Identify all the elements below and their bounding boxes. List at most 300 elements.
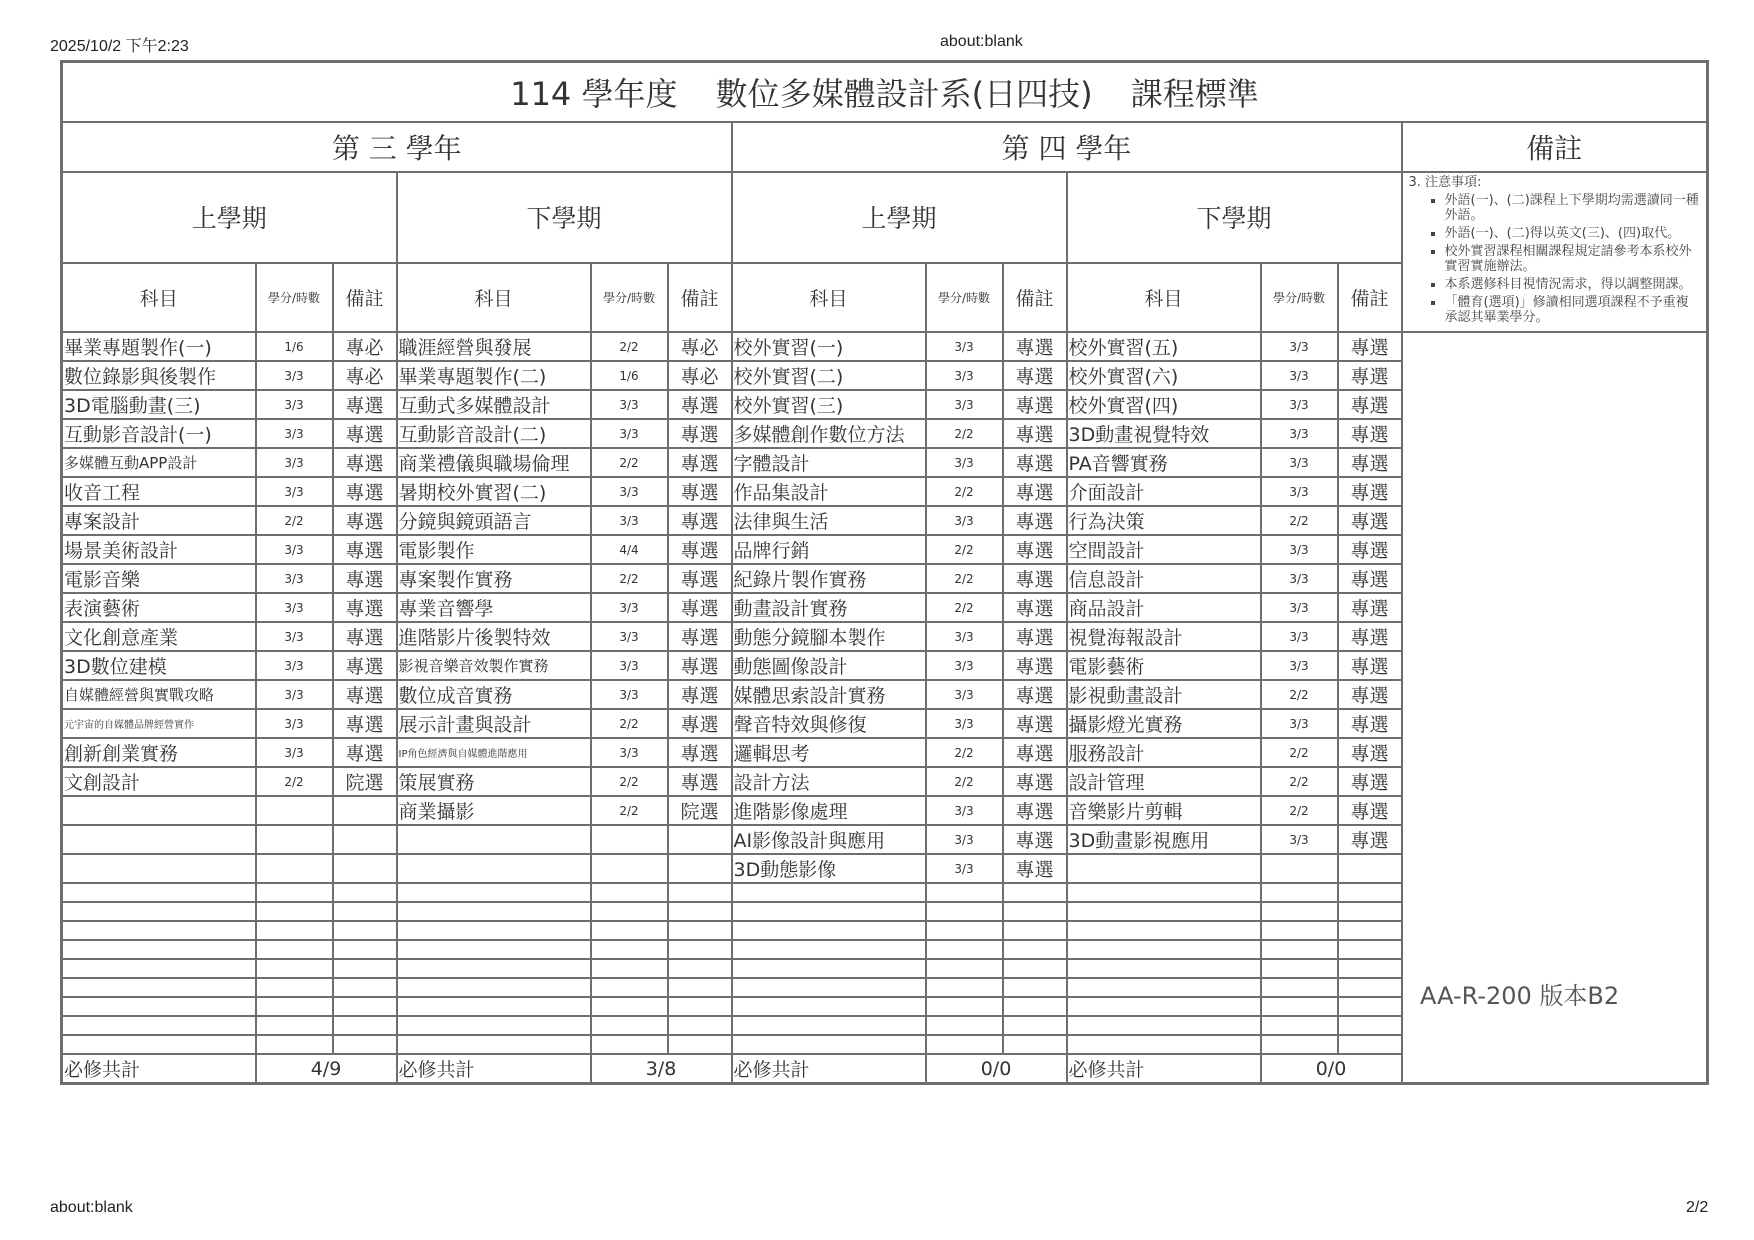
table-row <box>62 448 1708 477</box>
course-note-cell: 專選 <box>1338 564 1402 593</box>
course-note-cell <box>668 997 732 1016</box>
course-name-cell: 多媒體創作數位方法 <box>732 419 926 448</box>
course-name-cell: 空間設計 <box>1067 535 1261 564</box>
course-name-cell <box>732 1035 926 1054</box>
course-credits-cell: 3/3 <box>926 448 1003 477</box>
course-credits-cell: 3/3 <box>926 854 1003 883</box>
course-note-cell <box>1338 921 1402 940</box>
course-name-cell: 電影製作 <box>397 535 591 564</box>
course-note-cell: 專選 <box>1338 419 1402 448</box>
course-credits-cell <box>591 997 668 1016</box>
course-note-cell: 專選 <box>668 680 732 709</box>
semester-header: 上學期 <box>62 172 397 263</box>
course-name-cell: 法律與生活 <box>732 506 926 535</box>
course-note-cell: 專選 <box>668 593 732 622</box>
course-note-cell <box>333 1035 397 1054</box>
course-credits-cell: 2/2 <box>1261 796 1338 825</box>
title-suffix: 課程標準 <box>1130 75 1259 113</box>
course-note-cell <box>333 796 397 825</box>
course-credits-cell <box>926 978 1003 997</box>
course-note-cell: 專選 <box>668 448 732 477</box>
course-name-cell: 職涯經營與發展 <box>397 332 591 361</box>
course-credits-cell <box>256 796 333 825</box>
course-name-cell: 動態圖像設計 <box>732 651 926 680</box>
course-credits-cell: 2/2 <box>1261 767 1338 796</box>
course-name-cell <box>1067 1035 1261 1054</box>
course-credits-cell: 3/3 <box>256 651 333 680</box>
course-note-cell <box>333 854 397 883</box>
course-note-cell <box>333 978 397 997</box>
course-name-cell <box>397 959 591 978</box>
course-note-cell: 專選 <box>1003 738 1067 767</box>
course-credits-cell: 3/3 <box>1261 332 1338 361</box>
course-credits-cell: 3/3 <box>1261 390 1338 419</box>
course-note-cell: 專選 <box>333 622 397 651</box>
course-note-cell: 專選 <box>1338 767 1402 796</box>
course-credits-cell <box>256 978 333 997</box>
course-name-cell: 3D動態影像 <box>732 854 926 883</box>
course-name-cell: 服務設計 <box>1067 738 1261 767</box>
course-note-cell <box>668 921 732 940</box>
course-name-cell: 分鏡與鏡頭語言 <box>397 506 591 535</box>
course-credits-cell <box>591 921 668 940</box>
course-note-cell <box>668 883 732 902</box>
course-name-cell: 商業禮儀與職場倫理 <box>397 448 591 477</box>
course-credits-cell: 2/2 <box>926 564 1003 593</box>
course-note-cell: 專選 <box>1003 332 1067 361</box>
course-note-cell: 專選 <box>1003 854 1067 883</box>
course-credits-cell <box>591 883 668 902</box>
required-total-value: 4/9 <box>256 1054 397 1084</box>
course-name-cell: 多媒體互動APP設計 <box>62 448 256 477</box>
course-note-cell: 專選 <box>1003 796 1067 825</box>
course-credits-cell: 3/3 <box>591 593 668 622</box>
course-credits-cell <box>591 959 668 978</box>
course-note-cell: 專選 <box>333 564 397 593</box>
table-row <box>62 1016 1708 1035</box>
course-credits-cell <box>1261 921 1338 940</box>
course-credits-cell: 3/3 <box>1261 825 1338 854</box>
course-name-cell: 行為決策 <box>1067 506 1261 535</box>
course-note-cell: 專選 <box>1338 738 1402 767</box>
course-credits-cell <box>591 940 668 959</box>
course-note-cell: 專選 <box>1003 767 1067 796</box>
course-name-cell: 紀錄片製作實務 <box>732 564 926 593</box>
course-credits-cell: 3/3 <box>1261 622 1338 651</box>
course-credits-cell: 3/3 <box>591 680 668 709</box>
course-note-cell <box>1338 978 1402 997</box>
course-name-cell <box>732 959 926 978</box>
course-name-cell: 作品集設計 <box>732 477 926 506</box>
course-note-cell <box>333 921 397 940</box>
course-credits-cell: 2/2 <box>926 767 1003 796</box>
course-credits-cell: 2/2 <box>926 535 1003 564</box>
course-name-cell <box>732 883 926 902</box>
course-credits-cell: 3/3 <box>256 419 333 448</box>
course-name-cell <box>397 978 591 997</box>
remarks-item: ▪ 外語(一)、(二)得以英文(三)、(四)取代。 <box>1445 227 1701 242</box>
semester-header: 下學期 <box>1067 172 1402 263</box>
course-credits-cell: 3/3 <box>926 825 1003 854</box>
course-name-cell: 專案製作實務 <box>397 564 591 593</box>
course-credits-cell: 2/2 <box>926 419 1003 448</box>
remarks-item: ▪ 校外實習課程相關課程規定請參考本系校外實習實施辦法。 <box>1445 245 1701 275</box>
table-row <box>62 361 1708 390</box>
course-name-cell: IP角色經濟與自媒體進階應用 <box>397 738 591 767</box>
course-note-cell <box>333 825 397 854</box>
course-note-cell <box>1003 1016 1067 1035</box>
course-credits-cell <box>926 902 1003 921</box>
table-row <box>62 902 1708 921</box>
course-credits-cell: 3/3 <box>256 622 333 651</box>
course-name-cell: 攝影燈光實務 <box>1067 709 1261 738</box>
course-name-cell <box>732 1016 926 1035</box>
course-name-cell: 數位錄影與後製作 <box>62 361 256 390</box>
course-name-cell <box>62 921 256 940</box>
course-credits-cell <box>1261 940 1338 959</box>
course-note-cell: 專選 <box>1003 390 1067 419</box>
course-note-cell: 專選 <box>1338 448 1402 477</box>
course-note-cell: 專選 <box>1338 593 1402 622</box>
table-row <box>62 1035 1708 1054</box>
course-credits-cell <box>591 1016 668 1035</box>
course-note-cell: 專選 <box>1003 506 1067 535</box>
course-note-cell <box>1003 883 1067 902</box>
course-credits-cell: 3/3 <box>1261 448 1338 477</box>
course-name-cell: 電影音樂 <box>62 564 256 593</box>
course-note-cell: 專選 <box>1338 390 1402 419</box>
course-name-cell <box>397 940 591 959</box>
print-footer-page: 2/2 <box>1686 1199 1709 1216</box>
course-credits-cell <box>591 825 668 854</box>
course-note-cell: 專選 <box>1003 477 1067 506</box>
course-credits-cell <box>926 1035 1003 1054</box>
course-note-cell: 專選 <box>668 506 732 535</box>
course-name-cell <box>397 1035 591 1054</box>
course-credits-cell <box>591 854 668 883</box>
course-note-cell: 院選 <box>333 767 397 796</box>
year-third-header: 第 三 學年 <box>62 122 732 172</box>
course-name-cell: 3D數位建模 <box>62 651 256 680</box>
course-credits-cell: 3/3 <box>926 506 1003 535</box>
required-total-label: 必修共計 <box>397 1054 591 1084</box>
course-name-cell: 介面設計 <box>1067 477 1261 506</box>
course-note-cell: 專選 <box>668 564 732 593</box>
course-credits-cell: 2/2 <box>591 448 668 477</box>
course-credits-cell <box>1261 959 1338 978</box>
table-row <box>62 564 1708 593</box>
course-note-cell: 專選 <box>668 651 732 680</box>
course-note-cell: 專選 <box>1338 332 1402 361</box>
course-name-cell: 校外實習(三) <box>732 390 926 419</box>
course-name-cell: 設計管理 <box>1067 767 1261 796</box>
course-credits-cell <box>256 1035 333 1054</box>
table-row <box>62 738 1708 767</box>
course-credits-cell: 3/3 <box>1261 477 1338 506</box>
course-note-cell: 專選 <box>333 477 397 506</box>
document-title <box>62 62 1708 123</box>
course-credits-cell: 3/3 <box>1261 564 1338 593</box>
course-credits-cell <box>926 997 1003 1016</box>
course-name-cell <box>62 959 256 978</box>
course-note-cell <box>1003 978 1067 997</box>
course-credits-cell <box>256 854 333 883</box>
course-credits-cell: 2/2 <box>1261 680 1338 709</box>
course-note-cell <box>1338 854 1402 883</box>
course-credits-cell: 3/3 <box>256 680 333 709</box>
course-name-cell: 音樂影片剪輯 <box>1067 796 1261 825</box>
course-name-cell: 校外實習(六) <box>1067 361 1261 390</box>
course-note-cell: 專選 <box>1003 709 1067 738</box>
course-name-cell <box>1067 997 1261 1016</box>
course-credits-cell <box>1261 1016 1338 1035</box>
course-credits-cell: 3/3 <box>591 651 668 680</box>
course-credits-cell: 2/2 <box>591 709 668 738</box>
course-note-cell: 專選 <box>668 419 732 448</box>
col-header-credits: 學分/時數 <box>926 263 1003 332</box>
course-note-cell: 專選 <box>1338 680 1402 709</box>
year-fourth-header: 第 四 學年 <box>732 122 1402 172</box>
course-credits-cell: 2/2 <box>1261 738 1338 767</box>
course-name-cell: 3D動畫視覺特效 <box>1067 419 1261 448</box>
course-name-cell <box>397 883 591 902</box>
course-note-cell <box>333 959 397 978</box>
course-name-cell <box>62 883 256 902</box>
course-name-cell: 自媒體經營與實戰攻略 <box>62 680 256 709</box>
course-name-cell: 專案設計 <box>62 506 256 535</box>
course-credits-cell: 2/2 <box>926 477 1003 506</box>
remarks-list <box>1409 194 1701 326</box>
course-note-cell <box>668 940 732 959</box>
course-credits-cell <box>591 902 668 921</box>
course-note-cell <box>668 1035 732 1054</box>
course-credits-cell <box>256 1016 333 1035</box>
course-note-cell <box>668 902 732 921</box>
course-note-cell <box>1338 1035 1402 1054</box>
course-note-cell: 專選 <box>1338 506 1402 535</box>
course-credits-cell: 3/3 <box>926 390 1003 419</box>
course-credits-cell <box>256 921 333 940</box>
course-name-cell: 設計方法 <box>732 767 926 796</box>
course-name-cell: 畢業專題製作(一) <box>62 332 256 361</box>
course-credits-cell: 3/3 <box>1261 651 1338 680</box>
course-credits-cell: 2/2 <box>591 332 668 361</box>
course-credits-cell <box>1261 854 1338 883</box>
course-credits-cell: 3/3 <box>256 593 333 622</box>
course-note-cell: 專選 <box>1003 361 1067 390</box>
course-name-cell: 暑期校外實習(二) <box>397 477 591 506</box>
course-name-cell <box>397 997 591 1016</box>
course-credits-cell: 3/3 <box>1261 709 1338 738</box>
course-note-cell: 專選 <box>1003 622 1067 651</box>
course-note-cell <box>1338 1016 1402 1035</box>
course-name-cell: 校外實習(一) <box>732 332 926 361</box>
course-credits-cell: 2/2 <box>256 767 333 796</box>
course-name-cell: 影視動畫設計 <box>1067 680 1261 709</box>
course-note-cell <box>333 940 397 959</box>
course-name-cell: 文化創意產業 <box>62 622 256 651</box>
table-row <box>62 825 1708 854</box>
remarks-header: 備註 <box>1402 122 1708 172</box>
course-name-cell <box>62 940 256 959</box>
course-name-cell: 場景美術設計 <box>62 535 256 564</box>
course-credits-cell: 3/3 <box>591 419 668 448</box>
course-name-cell: 3D動畫影視應用 <box>1067 825 1261 854</box>
course-name-cell: 校外實習(二) <box>732 361 926 390</box>
table-row <box>62 332 1708 361</box>
course-note-cell: 專選 <box>333 535 397 564</box>
course-name-cell: 字體設計 <box>732 448 926 477</box>
col-header-note: 備註 <box>1338 263 1402 332</box>
course-note-cell: 專選 <box>1003 535 1067 564</box>
course-credits-cell: 3/3 <box>926 332 1003 361</box>
course-credits-cell: 3/3 <box>256 535 333 564</box>
course-name-cell: 專業音響學 <box>397 593 591 622</box>
course-name-cell <box>62 997 256 1016</box>
course-credits-cell: 3/3 <box>926 622 1003 651</box>
title-dept: 數位多媒體設計系(日四技) <box>715 75 1093 113</box>
course-note-cell <box>1003 902 1067 921</box>
course-name-cell: PA音響實務 <box>1067 448 1261 477</box>
col-header-subject: 科目 <box>62 263 256 332</box>
table-row <box>62 651 1708 680</box>
course-note-cell: 專選 <box>668 477 732 506</box>
course-credits-cell: 3/3 <box>256 477 333 506</box>
course-note-cell: 專選 <box>1003 419 1067 448</box>
course-credits-cell <box>591 1035 668 1054</box>
title-year: 114 學年度 <box>510 75 678 113</box>
course-name-cell: 互動影音設計(二) <box>397 419 591 448</box>
course-name-cell <box>397 825 591 854</box>
course-note-cell: 專選 <box>333 709 397 738</box>
course-name-cell <box>62 978 256 997</box>
course-credits-cell: 2/2 <box>591 767 668 796</box>
course-note-cell <box>1003 997 1067 1016</box>
course-credits-cell <box>256 825 333 854</box>
course-note-cell: 專選 <box>333 506 397 535</box>
course-note-cell: 專選 <box>333 738 397 767</box>
semester-header: 上學期 <box>732 172 1067 263</box>
course-note-cell: 專選 <box>668 535 732 564</box>
course-name-cell <box>1067 940 1261 959</box>
table-row <box>62 593 1708 622</box>
course-note-cell <box>333 997 397 1016</box>
course-note-cell: 專選 <box>668 622 732 651</box>
course-name-cell: 元宇宙的自媒體品牌經營實作 <box>62 709 256 738</box>
course-note-cell <box>668 825 732 854</box>
course-credits-cell: 4/4 <box>591 535 668 564</box>
course-name-cell: 策展實務 <box>397 767 591 796</box>
table-row <box>62 940 1708 959</box>
course-name-cell <box>1067 902 1261 921</box>
course-note-cell <box>1338 902 1402 921</box>
course-note-cell: 專必 <box>333 332 397 361</box>
course-name-cell <box>62 796 256 825</box>
course-name-cell: 校外實習(五) <box>1067 332 1261 361</box>
course-note-cell <box>1003 1035 1067 1054</box>
course-note-cell: 專選 <box>333 390 397 419</box>
print-footer-url: about:blank <box>50 1199 133 1216</box>
course-name-cell <box>397 1016 591 1035</box>
course-note-cell: 專選 <box>1338 622 1402 651</box>
col-header-subject: 科目 <box>1067 263 1261 332</box>
course-credits-cell: 3/3 <box>256 564 333 593</box>
col-header-credits: 學分/時數 <box>591 263 668 332</box>
table-row <box>62 796 1708 825</box>
col-header-credits: 學分/時數 <box>1261 263 1338 332</box>
course-note-cell: 專必 <box>668 332 732 361</box>
course-credits-cell <box>926 959 1003 978</box>
course-note-cell: 專選 <box>1338 796 1402 825</box>
course-name-cell: 邏輯思考 <box>732 738 926 767</box>
course-credits-cell: 3/3 <box>256 738 333 767</box>
table-row <box>62 680 1708 709</box>
course-credits-cell <box>256 940 333 959</box>
course-name-cell <box>62 854 256 883</box>
required-total-label: 必修共計 <box>732 1054 926 1084</box>
course-name-cell <box>1067 883 1261 902</box>
course-note-cell: 專選 <box>668 390 732 419</box>
course-name-cell: 信息設計 <box>1067 564 1261 593</box>
course-note-cell <box>333 1016 397 1035</box>
course-credits-cell <box>256 959 333 978</box>
course-name-cell: 商品設計 <box>1067 593 1261 622</box>
required-total-value: 0/0 <box>1261 1054 1402 1084</box>
course-credits-cell <box>1261 1035 1338 1054</box>
course-name-cell: 文創設計 <box>62 767 256 796</box>
course-credits-cell: 3/3 <box>926 680 1003 709</box>
course-note-cell: 專選 <box>333 651 397 680</box>
course-note-cell: 專選 <box>668 767 732 796</box>
remarks-heading: 3. 注意事項: <box>1408 175 1482 190</box>
course-credits-cell: 2/2 <box>591 564 668 593</box>
course-name-cell <box>732 902 926 921</box>
course-credits-cell: 3/3 <box>1261 535 1338 564</box>
course-note-cell <box>668 959 732 978</box>
course-note-cell: 專選 <box>668 709 732 738</box>
course-name-cell <box>732 921 926 940</box>
course-name-cell: 創新創業實務 <box>62 738 256 767</box>
course-name-cell: 畢業專題製作(二) <box>397 361 591 390</box>
course-credits-cell: 3/3 <box>591 390 668 419</box>
table-row <box>62 921 1708 940</box>
course-name-cell <box>62 825 256 854</box>
course-note-cell: 專必 <box>333 361 397 390</box>
course-name-cell <box>732 997 926 1016</box>
course-note-cell <box>668 1016 732 1035</box>
course-credits-cell: 1/6 <box>591 361 668 390</box>
course-credits-cell <box>1261 997 1338 1016</box>
course-note-cell <box>1003 940 1067 959</box>
course-name-cell: 品牌行銷 <box>732 535 926 564</box>
course-credits-cell: 3/3 <box>1261 419 1338 448</box>
col-header-note: 備註 <box>333 263 397 332</box>
course-name-cell: 視覺海報設計 <box>1067 622 1261 651</box>
course-note-cell <box>1003 921 1067 940</box>
course-note-cell <box>1003 959 1067 978</box>
course-credits-cell: 3/3 <box>926 709 1003 738</box>
course-credits-cell <box>926 883 1003 902</box>
course-note-cell <box>1338 940 1402 959</box>
course-credits-cell <box>256 997 333 1016</box>
course-note-cell: 專選 <box>1338 825 1402 854</box>
table-row <box>62 883 1708 902</box>
course-note-cell: 專選 <box>1338 361 1402 390</box>
course-name-cell: AI影像設計與應用 <box>732 825 926 854</box>
course-note-cell: 專選 <box>1003 448 1067 477</box>
table-row <box>62 622 1708 651</box>
course-note-cell: 院選 <box>668 796 732 825</box>
